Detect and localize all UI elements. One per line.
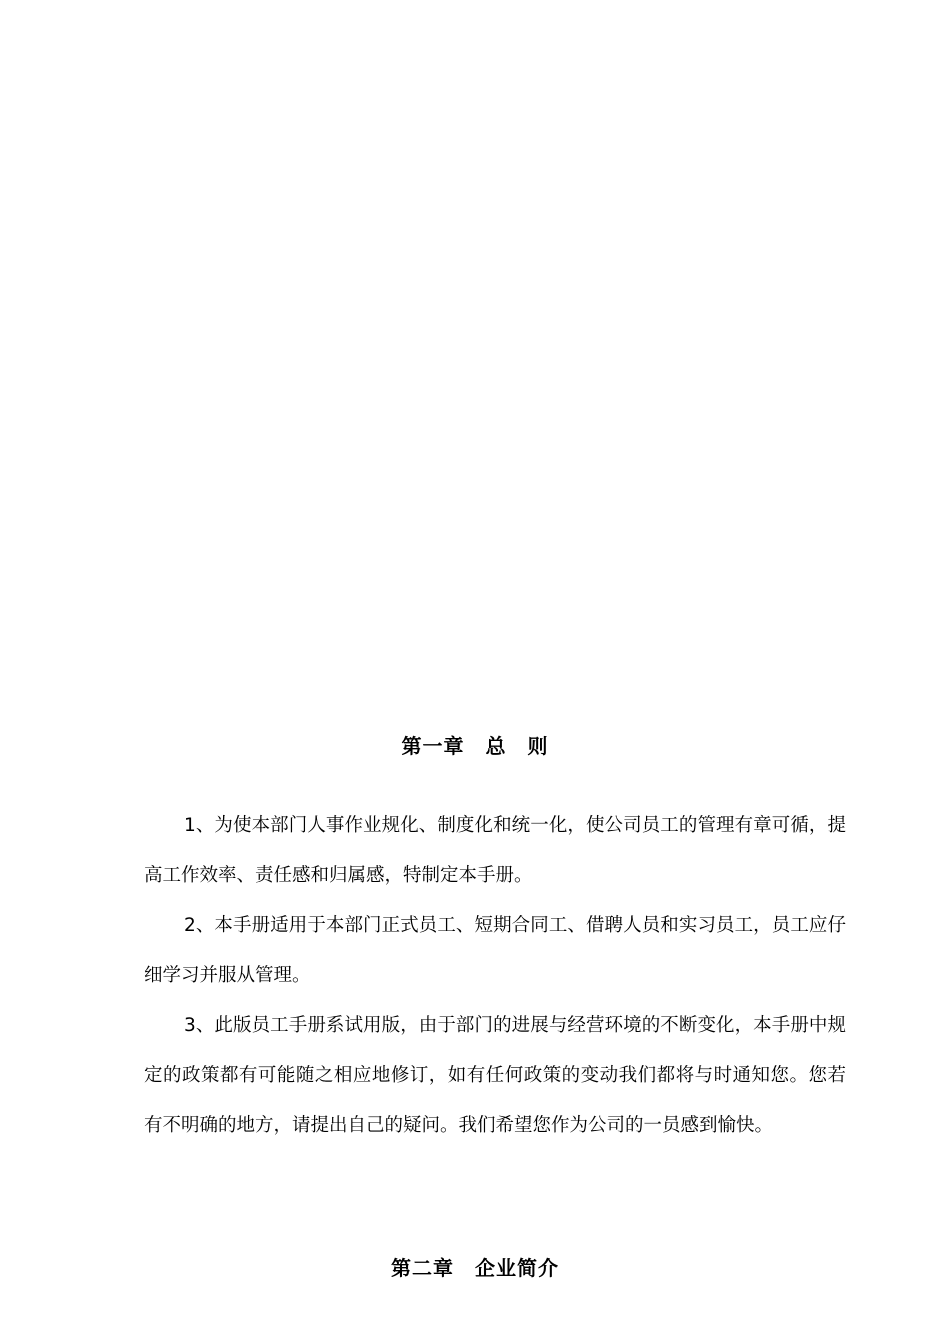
paragraph-1: 1、为使本部门人事作业规化、制度化和统一化，使公司员工的管理有章可循，提高工作效率、责任感和归属感，特制定本手册。: [144, 815, 846, 886]
chapter-1-title: 第一章 总 则: [401, 734, 549, 758]
chapter-1-body: [144, 801, 846, 1151]
paragraph-2: 2、本手册适用于本部门正式员工、短期合同工、借聘人员和实习员工，员工应仔细学习并服从管理。: [144, 915, 846, 986]
chapter-2-title: 第二章 企业简介: [391, 1256, 559, 1280]
paragraph-3: 3、此版员工手册系试用版，由于部门的进展与经营环境的不断变化，本手册中规定的政策都有可能随之相应地修订，如有任何政策的变动我们都将与时通知您。您若有不明确的地方，请提出自己的疑问。我们希望您作为公司的一员感到愉快。: [144, 1015, 846, 1136]
